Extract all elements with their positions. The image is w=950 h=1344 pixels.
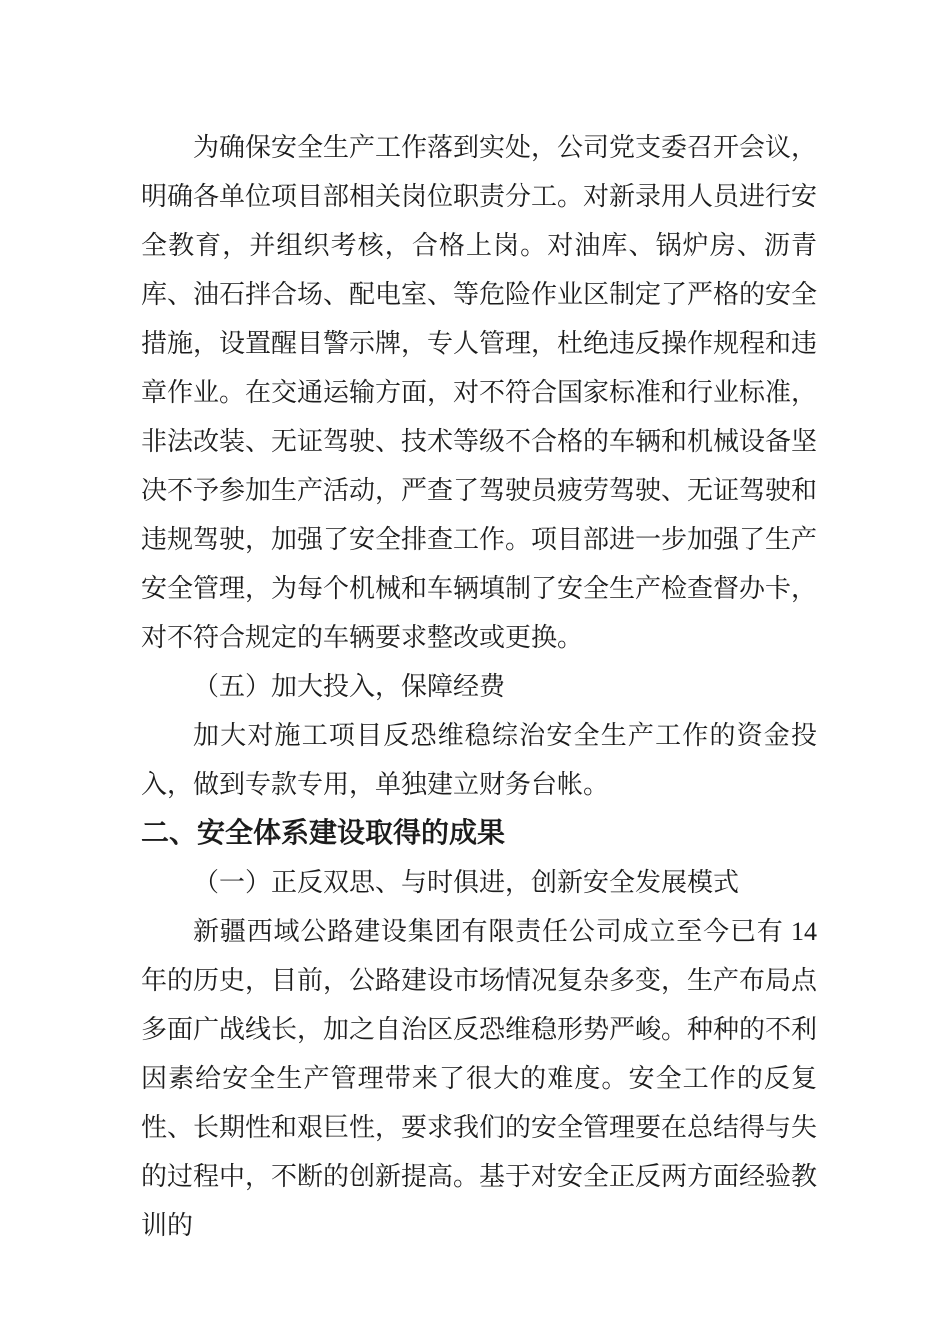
paragraph-item-five-title: （五）加大投入，保障经费	[193, 672, 506, 701]
paragraph-company-history: 新疆西域公路建设集团有限责任公司成立至今已有 14 年的历史，目前，公路建设市场情况复杂多变，生产布局点多面广战线长，加之自治区反恐维稳形势严峻。种种的不利因素给安全生产管理带来了很大的难度。安全工作的反复性、长期性和艰巨性，要求我们的安全管理要在总结得与失的过程中，不断的创新提高。基于对安全正反两方面经验教训的	[141, 917, 818, 1240]
section-heading-two: 二、安全体系建设取得的成果	[141, 818, 506, 849]
paragraph-funding: 加大对施工项目反恐维稳综治安全生产工作的资金投入，做到专款专用，单独建立财务台帐。	[141, 721, 817, 799]
paragraph-safety-measures: 为确保安全生产工作落到实处，公司党支委召开会议，明确各单位项目部相关岗位职责分工。对新录用人员进行安全教育，并组织考核，合格上岗。对油库、锅炉房、沥青库、油石拌合场、配电室、等危险作业区制定了严格的安全措施，设置醒目警示牌，专人管理，杜绝违反操作规程和违章作业。在交通运输方面，对不符合国家标准和行业标准，非法改装、无证驾驶、技术等级不合格的车辆和机械设备坚决不予参加生产活动，严查了驾驶员疲劳驾驶、无证驾驶和违规驾驶，加强了安全排查工作。项目部进一步加强了生产安全管理，为每个机械和车辆填制了安全生产检查督办卡，对不符合规定的车辆要求整改或更换。	[141, 133, 818, 652]
document-body	[141, 123, 817, 1250]
paragraph-item-one-title: （一）正反双思、与时俱进，创新安全发展模式	[193, 868, 740, 897]
